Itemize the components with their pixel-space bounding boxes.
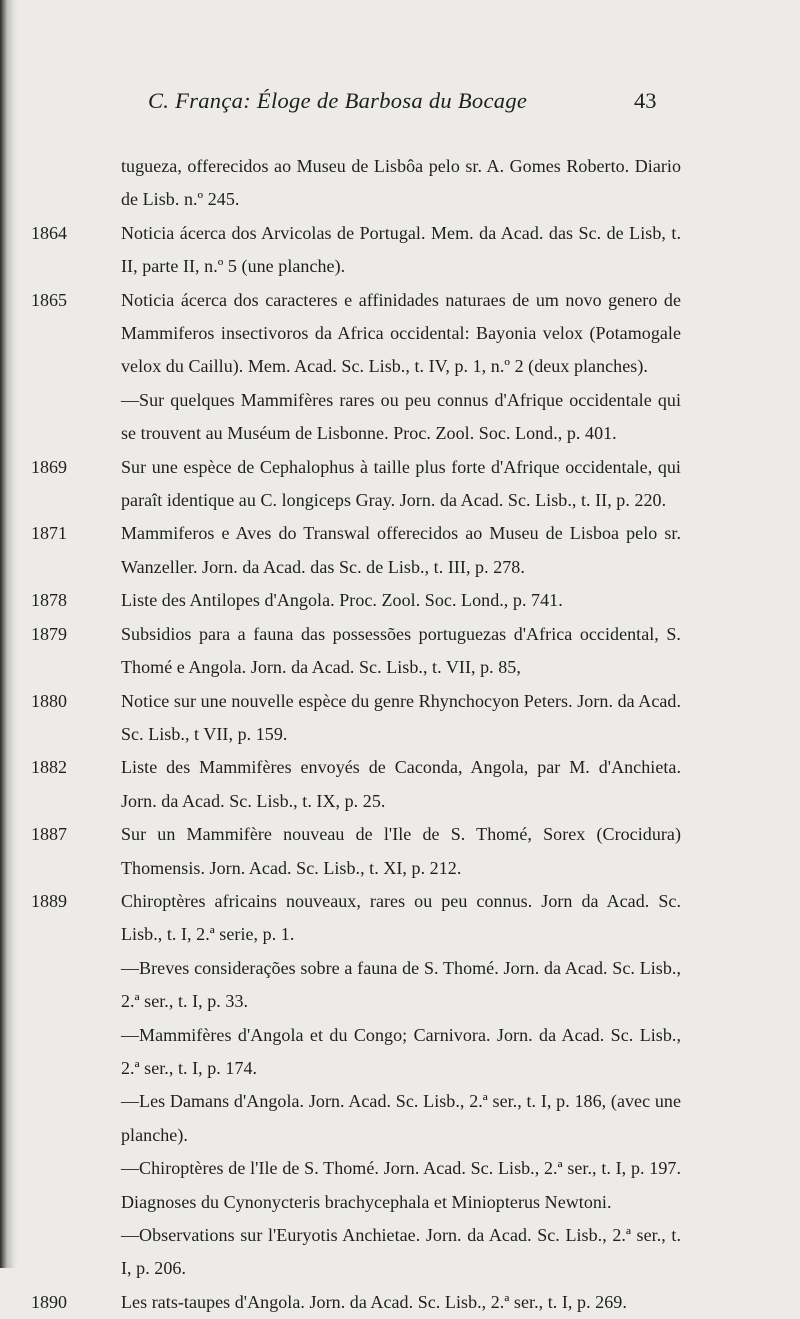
entry-year: 1880 <box>31 690 67 711</box>
page-header <box>0 88 800 120</box>
entry-year: 1887 <box>31 824 67 845</box>
entry-text: —Sur quelques Mammifères rares ou peu connus d'Afrique occidentale qui se trouvent au Muséum de Lisbonne. Proc. Zool. Soc. Lond., p. 401. <box>121 389 681 444</box>
bibliography-entry <box>0 885 800 952</box>
bibliography-entry <box>0 1019 800 1086</box>
page-number: 43 <box>634 88 657 113</box>
entry-text: —Observations sur l'Euryotis Anchietae. Jorn. da Acad. Sc. Lisb., 2.ª ser., t. I, p. 206. <box>121 1225 681 1279</box>
bibliography-entry <box>0 618 800 685</box>
entry-text: —Breves considerações sobre a fauna de S. Thomé. Jorn. da Acad. Sc. Lisb., 2.ª ser., t. I, p. 33. <box>121 957 681 1012</box>
entry-text: —Les Damans d'Angola. Jorn. Acad. Sc. Lisb., 2.ª ser., t. I, p. 186, (avec une planche). <box>121 1091 681 1145</box>
entry-text: Noticia ácerca dos caracteres e affinidades naturaes de um novo genero de Mammiferos insectivoros da Africa occidental: Bayonia velox (Potamogale velox du Caillu). Mem. Acad. Sc. Lisb., t. IV, p. 1, n.º 2 (deux planches). <box>121 289 681 377</box>
bibliography-list <box>0 150 800 1319</box>
bibliography-entry <box>0 217 800 284</box>
bibliography-entry <box>0 517 800 584</box>
bibliography-entry <box>0 952 800 1019</box>
entry-year: 1869 <box>31 456 67 477</box>
entry-text: Les rats-taupes d'Angola. Jorn. da Acad. Sc. Lisb., 2.ª ser., t. I, p. 269. <box>121 1291 627 1312</box>
bibliography-entry <box>0 1085 800 1152</box>
bibliography-entry <box>0 1152 800 1219</box>
entry-year: 1879 <box>31 623 67 644</box>
bibliography-entry <box>0 818 800 885</box>
entry-text: Sur une espèce de Cephalophus à taille plus forte d'Afrique occidentale, qui paraît identique au C. longiceps Gray. Jorn. da Acad. Sc. Lisb., t. II, p. 220. <box>121 456 681 511</box>
entry-text: Mammiferos e Aves do Transwal offerecidos ao Museu de Lisboa pelo sr. Wanzeller. Jorn. da Acad. das Sc. de Lisb., t. III, p. 278. <box>121 523 681 577</box>
bibliography-entry <box>0 384 800 451</box>
entry-text: Sur un Mammifère nouveau de l'Ile de S. Thomé, Sorex (Crocidura) Thomensis. Jorn. Acad. Sc. Lisb., t. XI, p. 212. <box>121 824 681 878</box>
entry-year: 1871 <box>31 523 67 544</box>
bibliography-entry <box>0 150 800 217</box>
entry-text: Subsidios para a fauna das possessões portuguezas d'Africa occidental, S. Thomé e Angola. Jorn. da Acad. Sc. Lisb., t. VII, p. 85, <box>121 623 681 678</box>
entry-year: 1878 <box>31 590 67 611</box>
entry-text: tugueza, offerecidos ao Museu de Lisbôa pelo sr. A. Gomes Roberto. Diario de Lisb. n.º 245. <box>121 156 681 210</box>
entry-text: Chiroptères africains nouveaux, rares ou peu connus. Jorn da Acad. Sc. Lisb., t. I, 2.ª serie, p. 1. <box>121 890 681 945</box>
entry-year: 1890 <box>31 1291 67 1312</box>
entry-text: Noticia ácerca dos Arvicolas de Portugal. Mem. da Acad. das Sc. de Lisb, t. II, parte II, n.º 5 (une planche). <box>121 222 681 277</box>
bibliography-entry <box>0 1286 800 1319</box>
bibliography-entry <box>0 685 800 752</box>
entry-text: Liste des Antilopes d'Angola. Proc. Zool. Soc. Lond., p. 741. <box>121 590 563 611</box>
bibliography-entry <box>0 284 800 384</box>
entry-text: Liste des Mammifères envoyés de Caconda, Angola, par M. d'Anchieta. Jorn. da Acad. Sc. Lisb., t. IX, p. 25. <box>121 757 681 811</box>
entry-text: Notice sur une nouvelle espèce du genre Rhynchocyon Peters. Jorn. da Acad. Sc. Lisb., t VII, p. 159. <box>121 690 681 744</box>
bibliography-entry <box>0 584 800 617</box>
entry-year: 1889 <box>31 890 67 911</box>
bibliography-entry <box>0 751 800 818</box>
entry-year: 1882 <box>31 757 67 778</box>
entry-text: —Mammifères d'Angola et du Congo; Carnivora. Jorn. da Acad. Sc. Lisb., 2.ª ser., t. I, p. 174. <box>121 1024 681 1078</box>
entry-year: 1865 <box>31 289 67 310</box>
entry-year: 1864 <box>31 222 67 243</box>
running-title: C. França: Éloge de Barbosa du Bocage <box>148 88 528 113</box>
bibliography-entry <box>0 451 800 518</box>
entry-text: —Chiroptères de l'Ile de S. Thomé. Jorn. Acad. Sc. Lisb., 2.ª ser., t. I, p. 197. Diagnoses du Cynonycteris brachycephala et Miniopterus Newtoni. <box>121 1158 681 1212</box>
bibliography-entry <box>0 1219 800 1286</box>
